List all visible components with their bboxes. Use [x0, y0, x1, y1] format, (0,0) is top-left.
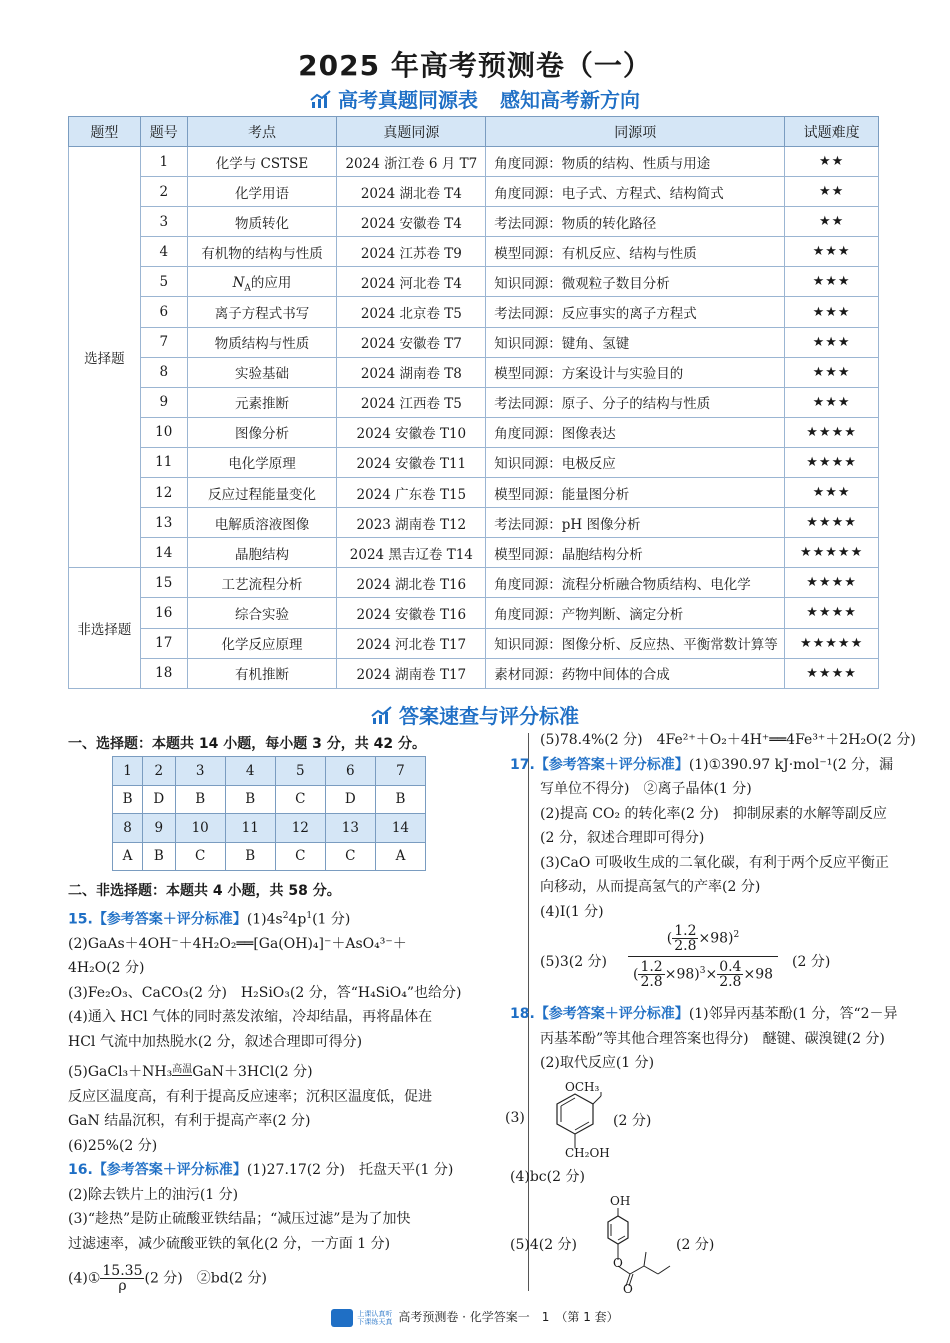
question-number-cell: 11	[140, 447, 187, 477]
question-number-cell: 5	[140, 267, 187, 297]
answer-cell: A	[375, 842, 425, 871]
q15-text: (1)4s	[246, 911, 283, 928]
q17-line-4: (2 分，叙述合理即可得分)	[540, 830, 705, 846]
big-fraction	[628, 924, 778, 989]
same-source-cell: 考法同源：物质的转化路径	[486, 207, 785, 237]
answer-row	[113, 842, 426, 871]
question-type-cell: 非选择题	[69, 568, 141, 688]
group-label: CH₂OH	[565, 1146, 610, 1160]
topic-cell: 有机推断	[187, 658, 337, 688]
table-row	[69, 447, 879, 477]
brand-logo-icon	[331, 1309, 353, 1327]
answer-cell: B	[175, 785, 225, 814]
table-row	[69, 508, 879, 538]
same-source-cell: 知识同源：电极反应	[486, 447, 785, 477]
q17-line-5: (3)CaO 可吸收生成的二氧化碳，有利于两个反应平衡正	[540, 854, 889, 871]
source-cell: 2024 安徽卷 T16	[337, 598, 486, 628]
answer-cell: C	[275, 842, 325, 871]
q15-text: GaN＋3HCl(2 分)	[192, 1064, 313, 1081]
q16-text: (4)①	[68, 1270, 101, 1287]
answers-title-text: 答案速查与评分标准	[399, 704, 579, 728]
topic-cell: 晶胞结构	[187, 538, 337, 568]
q18-text: (5)4(2 分)	[510, 1237, 578, 1253]
source-cell: 2023 湖南卷 T12	[337, 508, 486, 538]
q17-formula-line	[540, 924, 885, 1002]
brand-logo-text	[357, 1310, 392, 1326]
q16-text: (1)27.17(2 分) 托盘天平(1 分)	[246, 1162, 454, 1179]
answer-num-row	[113, 757, 426, 786]
table-row	[69, 207, 879, 237]
q15-sup: 2	[282, 910, 289, 921]
table-row	[69, 568, 879, 598]
source-table	[68, 116, 879, 689]
topic-cell: 综合实验	[187, 598, 337, 628]
answer-num-row	[113, 814, 426, 843]
q15-line-3: 4H₂O(2 分)	[68, 960, 145, 977]
source-cell: 2024 安徽卷 T4	[337, 207, 486, 237]
subtitle-part-b: 感知高考新方向	[500, 88, 640, 112]
topic-cell: 离子方程式书写	[187, 297, 337, 327]
q16-line-6: (5)78.4%(2 分) 4Fe²⁺＋O₂＋4H⁺══4Fe³⁺＋2H₂O(2 分)	[540, 732, 916, 748]
table-row	[69, 357, 879, 387]
table-row	[69, 177, 879, 207]
source-cell: 2024 湖北卷 T16	[337, 568, 486, 598]
answer-cell: B	[143, 842, 176, 871]
q17-line-2: 写单位不得分) ②离子晶体(1 分)	[540, 781, 752, 797]
difficulty-cell: ★★★★★	[785, 628, 879, 658]
same-source-cell: 考法同源：原子、分子的结构与性质	[486, 387, 785, 417]
difficulty-cell: ★★	[785, 207, 879, 237]
page-subtitle	[0, 84, 950, 113]
source-cell: 2024 安徽卷 T11	[337, 447, 486, 477]
source-cell: 2024 江苏卷 T9	[337, 237, 486, 267]
source-cell: 2024 江西卷 T5	[337, 387, 486, 417]
logo-line: 上课认真听	[357, 1309, 393, 1318]
difficulty-cell: ★★★★	[785, 598, 879, 628]
question-type-cell: 选择题	[69, 147, 141, 568]
fraction	[672, 924, 698, 953]
table-row	[69, 658, 879, 688]
source-cell: 2024 湖南卷 T8	[337, 357, 486, 387]
difficulty-cell: ★★★	[785, 478, 879, 508]
difficulty-cell: ★★★★	[785, 508, 879, 538]
q15-line-7	[68, 1060, 524, 1085]
fraction	[638, 960, 664, 989]
q17-number: 17.	[510, 756, 535, 773]
frac-num: 1.2	[674, 923, 697, 939]
same-source-cell: 知识同源：图像分析、反应热、平衡常数计算等	[486, 628, 785, 658]
question-number-cell: 2	[140, 177, 187, 207]
q16-line-2: (2)除去铁片上的油污(1 分)	[68, 1186, 239, 1203]
header-cell: 考点	[187, 117, 337, 147]
subtitle-part-a: 高考真题同源表	[338, 88, 478, 112]
table-header-row	[69, 117, 879, 147]
answer-cell: D	[325, 785, 375, 814]
answer-num-cell: 6	[325, 757, 375, 786]
difficulty-cell: ★★★	[785, 297, 879, 327]
question-number-cell: 16	[140, 598, 187, 628]
question-number-cell: 15	[140, 568, 187, 598]
big-frac-numerator: ( $\frac{1.2}{2.8}$ ×98)$^2$	[628, 924, 778, 957]
answer-cell: C	[175, 842, 225, 871]
frac-den: 2.8	[640, 974, 663, 990]
q15-line-2: (2)GaAs＋4OH⁻＋4H₂O₂══[Ga(OH)₄]⁻＋AsO₄³⁻＋	[68, 935, 407, 952]
answer-cell: A	[113, 842, 143, 871]
logo-line: 下课练天真	[357, 1317, 393, 1326]
topic-cell: 实验基础	[187, 357, 337, 387]
q18-text: (2 分)	[613, 1113, 652, 1129]
answer-num-cell: 2	[143, 757, 176, 786]
q18-line-3: (2)取代反应(1 分)	[540, 1055, 655, 1071]
source-cell: 2024 浙江卷 6 月 T7	[337, 147, 486, 177]
header-cell: 题号	[140, 117, 187, 147]
left-column-lower	[68, 879, 524, 1293]
q18-line-4-wrap	[510, 1165, 810, 1190]
q16-line-1	[68, 1158, 524, 1183]
q15-text: 4p	[288, 911, 307, 928]
big-frac-denominator: ( $\frac{1.2}{2.8}$ ×98)$^3$× $\frac{0.4}{2.8}$ ×98	[632, 959, 774, 990]
part1-heading: 一、选择题：本题共 14 小题，每小题 3 分，共 42 分。	[68, 736, 426, 752]
question-number-cell: 4	[140, 237, 187, 267]
answer-cell: B	[225, 785, 275, 814]
same-source-cell: 角度同源：图像表达	[486, 417, 785, 447]
frac-den: 2.8	[674, 938, 697, 954]
group-label: O	[613, 1256, 623, 1270]
question-number-cell: 6	[140, 297, 187, 327]
source-cell: 2024 湖北卷 T4	[337, 177, 486, 207]
q15-line-1	[68, 904, 524, 932]
table-row	[69, 297, 879, 327]
q18-line-4: (4)bc(2 分)	[510, 1169, 585, 1185]
table-row	[69, 538, 879, 568]
topic-cell: 图像分析	[187, 417, 337, 447]
answer-num-cell: 1	[113, 757, 143, 786]
question-number-cell: 3	[140, 207, 187, 237]
source-cell: 2024 北京卷 T5	[337, 297, 486, 327]
answers-section-title	[0, 700, 950, 729]
chart-icon	[310, 90, 332, 110]
right-column	[510, 728, 916, 1076]
frac-num: 0.4	[719, 959, 742, 975]
q18-text: (2 分)	[676, 1237, 715, 1253]
question-number-cell: 9	[140, 387, 187, 417]
formula-sup: 3	[699, 965, 706, 976]
source-cell: 2024 湖南卷 T17	[337, 658, 486, 688]
difficulty-cell: ★★	[785, 147, 879, 177]
answer-cell: B	[225, 842, 275, 871]
difficulty-cell: ★★★★	[785, 568, 879, 598]
source-cell: 2024 黑吉辽卷 T14	[337, 538, 486, 568]
topic-cell: 化学用语	[187, 177, 337, 207]
q17-line-6: 向移动，从而提高氢气的产率(2 分)	[540, 879, 761, 895]
answer-grid	[112, 756, 426, 871]
same-source-cell: 角度同源：产物判断、滴定分析	[486, 598, 785, 628]
answer-num-cell: 5	[275, 757, 325, 786]
q16-line-4: 过滤速率，减少硫酸亚铁的氧化(2 分，一方面 1 分)	[68, 1235, 391, 1252]
topic-cell: 物质结构与性质	[187, 327, 337, 357]
table-row	[69, 237, 879, 267]
header-cell: 题型	[69, 117, 141, 147]
formula-sup: 2	[733, 929, 740, 940]
question-number-cell: 8	[140, 357, 187, 387]
frac-den: ρ	[118, 1278, 127, 1295]
question-number-cell: 18	[140, 658, 187, 688]
difficulty-cell: ★★★★	[785, 417, 879, 447]
footer-text: 高考预测卷 · 化学答案一 1 （第 1 套）	[398, 1310, 619, 1324]
q15-line-10: (6)25%(2 分)	[68, 1137, 158, 1154]
same-source-cell: 模型同源：晶胞结构分析	[486, 538, 785, 568]
question-number-cell: 1	[140, 147, 187, 177]
q17-text: (2 分)	[792, 954, 831, 970]
q15-number: 15.	[68, 911, 93, 928]
q17-text: (5)3(2 分)	[540, 954, 608, 970]
question-number-cell: 13	[140, 508, 187, 538]
answer-cell: B	[113, 785, 143, 814]
same-source-cell: 素材同源：药物中间体的合成	[486, 658, 785, 688]
answer-num-cell: 12	[275, 814, 325, 843]
q18-line-1	[510, 1002, 898, 1027]
group-label: OH	[610, 1194, 631, 1208]
topic-cell: 有机物的结构与性质	[187, 237, 337, 267]
table-row	[69, 267, 879, 297]
q18-structure-3	[505, 1080, 695, 1170]
same-source-cell: 模型同源：方案设计与实验目的	[486, 357, 785, 387]
q15-line-5: (4)通入 HCl 气体的同时蒸发浓缩，冷却结晶，再将晶体在	[68, 1009, 433, 1026]
header-cell: 真题同源	[337, 117, 486, 147]
source-cell: 2024 安徽卷 T10	[337, 417, 486, 447]
difficulty-cell: ★★★	[785, 267, 879, 297]
q15-line-9: GaN 结晶沉积，有利于提高产率(2 分)	[68, 1113, 311, 1130]
page-footer	[0, 1308, 950, 1327]
formula-part: ×98	[698, 930, 729, 947]
q16-text: (2 分) ②bd(2 分)	[144, 1270, 267, 1287]
topic-cell: 电解质溶液图像	[187, 508, 337, 538]
topic-cell: 元素推断	[187, 387, 337, 417]
topic-cell: 工艺流程分析	[187, 568, 337, 598]
fraction	[100, 1264, 144, 1293]
answer-num-cell: 11	[225, 814, 275, 843]
topic-cell: 电化学原理	[187, 447, 337, 477]
difficulty-cell: ★★★★	[785, 658, 879, 688]
q18-structure-5	[510, 1194, 740, 1294]
difficulty-cell: ★★★	[785, 387, 879, 417]
answer-num-cell: 8	[113, 814, 143, 843]
question-number-cell: 10	[140, 417, 187, 447]
difficulty-cell: ★★★★★	[785, 538, 879, 568]
answer-num-cell: 14	[375, 814, 425, 843]
q15-line-4: (3)Fe₂O₃、CaCO₃(2 分) H₂SiO₃(2 分，答“H₄SiO₄”也给分)	[68, 984, 462, 1001]
same-source-cell: 模型同源：能量图分析	[486, 478, 785, 508]
same-source-cell: 知识同源：微观粒子数目分析	[486, 267, 785, 297]
fraction	[717, 960, 743, 989]
topic-cell: 物质转化	[187, 207, 337, 237]
q15-line-8: 反应区温度高，有利于提高反应速率；沉积区温度低，促进	[68, 1088, 432, 1105]
answer-cell: C	[325, 842, 375, 871]
table-row	[69, 598, 879, 628]
difficulty-cell: ★★★★	[785, 447, 879, 477]
question-number-cell: 14	[140, 538, 187, 568]
question-number-cell: 12	[140, 478, 187, 508]
q18-line-2: 丙基苯酚”等其他合理答案也得分) 醚键、碳溴键(2 分)	[540, 1030, 885, 1047]
frac-den: 2.8	[719, 974, 742, 990]
answer-num-cell: 3	[175, 757, 225, 786]
table-row	[69, 147, 879, 177]
q17-line-3: (2)提高 CO₂ 的转化率(2 分) 抑制尿素的水解等副反应	[540, 805, 887, 822]
source-cell: 2024 河北卷 T4	[337, 267, 486, 297]
table-row	[69, 417, 879, 447]
source-cell: 2024 安徽卷 T7	[337, 327, 486, 357]
topic-cell: 化学与 CSTSE	[187, 147, 337, 177]
q15-text: (5)GaCl₃＋NH₃	[68, 1064, 173, 1081]
answer-num-cell: 7	[375, 757, 425, 786]
answer-tag: 【参考答案＋评分标准】	[92, 1162, 247, 1179]
header-cell: 同源项	[486, 117, 785, 147]
left-column	[68, 732, 524, 757]
formula-part: ×98	[743, 966, 774, 983]
table-row	[69, 628, 879, 658]
difficulty-cell: ★★★	[785, 327, 879, 357]
group-label: OCH₃	[565, 1080, 600, 1094]
source-cell: 2024 河北卷 T17	[337, 628, 486, 658]
formula-part: ×98	[664, 966, 695, 983]
answer-cell: D	[143, 785, 176, 814]
q18-text: (3)	[505, 1110, 525, 1126]
part2-heading: 二、非选择题：本题共 4 小题，共 58 分。	[68, 883, 341, 899]
topic-cell: 化学反应原理	[187, 628, 337, 658]
q16-number: 16.	[68, 1162, 93, 1179]
q15-line-6: HCl 气流中加热脱水(2 分，叙述合理即可得分)	[68, 1033, 363, 1050]
q18-text: (1)邻异丙基苯酚(1 分，答“2－异	[688, 1006, 898, 1022]
table-row	[69, 478, 879, 508]
difficulty-cell: ★★	[785, 177, 879, 207]
answer-tag: 【参考答案＋评分标准】	[534, 1006, 689, 1022]
answer-cell: B	[375, 785, 425, 814]
same-source-cell: 考法同源：反应事实的离子方程式	[486, 297, 785, 327]
q15-text: (1 分)	[312, 911, 351, 928]
q17-line-1	[510, 753, 894, 778]
q16-line-3: (3)“趁热”是防止硫酸亚铁结晶；“减压过滤”是为了加快	[68, 1211, 411, 1228]
answer-cell: C	[275, 785, 325, 814]
q15-sup: 1	[306, 910, 313, 921]
answer-num-cell: 9	[143, 814, 176, 843]
answer-num-cell: 4	[225, 757, 275, 786]
same-source-cell: 考法同源：pH 图像分析	[486, 508, 785, 538]
answer-tag: 【参考答案＋评分标准】	[92, 911, 247, 928]
same-source-cell: 知识同源：键角、氢键	[486, 327, 785, 357]
frac-num: 15.35	[102, 1263, 143, 1280]
group-label: O	[623, 1282, 633, 1296]
same-source-cell: 模型同源：有机反应、结构与性质	[486, 237, 785, 267]
same-source-cell: 角度同源：流程分析融合物质结构、电化学	[486, 568, 785, 598]
answer-row	[113, 785, 426, 814]
chart-icon	[371, 706, 393, 726]
table-row	[69, 327, 879, 357]
q17-text: (1)①390.97 kJ·mol⁻¹(2 分，漏	[688, 756, 894, 773]
topic-cell: $N_A$的应用	[187, 267, 337, 297]
answer-tag: 【参考答案＋评分标准】	[534, 756, 689, 773]
source-cell: 2024 广东卷 T15	[337, 478, 486, 508]
q18-number: 18.	[510, 1006, 535, 1022]
q17-line-7: (4)Ⅰ(1 分)	[540, 903, 604, 920]
answer-num-cell: 13	[325, 814, 375, 843]
difficulty-cell: ★★★	[785, 237, 879, 267]
same-source-cell: 角度同源：电子式、方程式、结构简式	[486, 177, 785, 207]
same-source-cell: 角度同源：物质的结构、性质与用途	[486, 147, 785, 177]
reaction-condition: 高温	[172, 1064, 193, 1076]
topic-cell: 反应过程能量变化	[187, 478, 337, 508]
page-title: 2025 年高考预测卷（一）	[298, 49, 652, 82]
question-number-cell: 17	[140, 628, 187, 658]
answer-num-cell: 10	[175, 814, 225, 843]
frac-num: 1.2	[640, 959, 663, 975]
question-number-cell: 7	[140, 327, 187, 357]
table-row	[69, 387, 879, 417]
q16-line-5	[68, 1264, 524, 1293]
difficulty-cell: ★★★	[785, 357, 879, 387]
header-cell: 试题难度	[785, 117, 879, 147]
